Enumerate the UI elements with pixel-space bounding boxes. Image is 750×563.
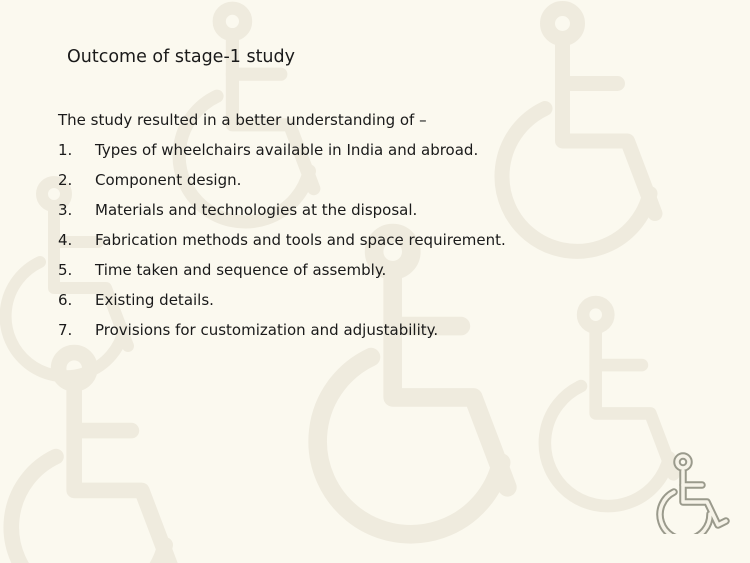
list-item [58,141,506,171]
list-item-text: Fabrication methods and tools and space requirement. [95,231,506,249]
list-item [58,261,506,291]
list-item-number: 4. [58,231,73,249]
list-item-number: 5. [58,261,73,279]
list-item-text: Materials and technologies at the disposal. [95,201,418,219]
list-item [58,231,506,261]
list-item-number: 6. [58,291,73,309]
list-item-text: Time taken and sequence of assembly. [95,261,387,279]
list-item-text: Component design. [95,171,242,189]
list-item-number: 1. [58,141,73,159]
list-item-text: Types of wheelchairs available in India and abroad. [95,141,479,159]
list-item [58,201,506,231]
list-item-number: 2. [58,171,73,189]
list-item-text: Provisions for customization and adjustability. [95,321,439,339]
list-item [58,321,506,351]
list-item [58,171,506,201]
list-item-number: 3. [58,201,73,219]
intro-text: The study resulted in a better understanding of – [58,111,427,129]
slide-title: Outcome of stage-1 study [67,47,295,67]
list-item [58,291,506,321]
list-item-number: 7. [58,321,73,339]
outcome-list [58,141,506,351]
wheelchair-icon [652,452,734,534]
list-item-text: Existing details. [95,291,214,309]
